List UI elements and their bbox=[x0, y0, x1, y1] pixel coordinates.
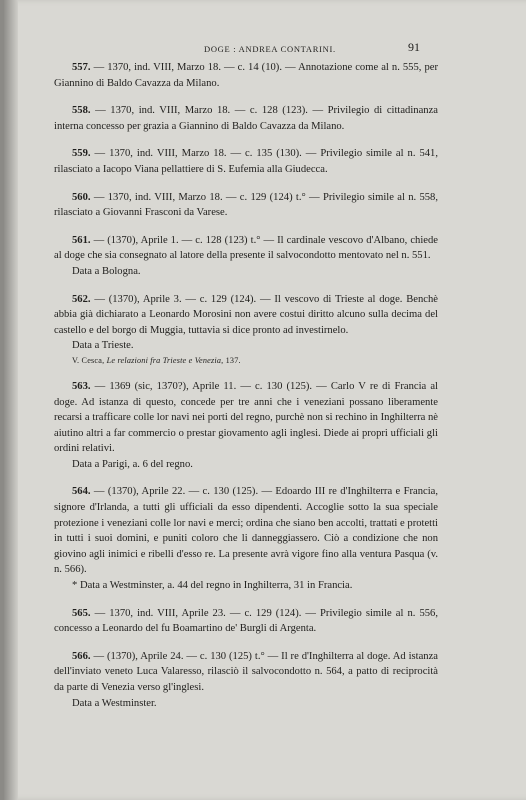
entry-body: — (1370), Aprile 22. — c. 130 (125). — Edoardo III re d'Inghilterra e Francia, signore d'Irlanda, a tutti gli ufficiali da esso dipendenti. Accoglie sotto la sua speciale protezione i veneziani colle lor navi e merci; ordina che siano ben accolti, trattati e protetti in tutti i suoi domini, e puniti coloro che li danneggiassero. Ciò a condizione che non giovino agli inimici e ribelli d'esso re. La presente avrà vigore fino alla ventura Pasqua (v. n. 566). bbox=[54, 486, 438, 576]
entry-text bbox=[54, 103, 438, 134]
entry-number: 564. bbox=[72, 486, 91, 498]
entry-dateline: Data a Westminster. bbox=[72, 697, 157, 709]
entry-body: — 1370, ind. VIII, Aprile 23. — c. 129 (124). — Privilegio simile al n. 556, concesso a Leonardo del fu Boamartino de' Burgli di Argenta. bbox=[54, 607, 438, 635]
entry-text bbox=[54, 190, 438, 221]
page-header bbox=[4, 40, 526, 56]
entry-559 bbox=[54, 146, 438, 177]
entry-text bbox=[54, 60, 438, 91]
note-page: , 137. bbox=[221, 355, 241, 365]
entry-number: 566. bbox=[72, 650, 91, 662]
running-title: DOGE : ANDREA CONTARINI. bbox=[204, 44, 336, 54]
bibliographic-note bbox=[54, 354, 438, 367]
entry-dateline: Data a Bologna. bbox=[72, 265, 141, 277]
entry-number: 558. bbox=[72, 105, 91, 117]
entry-563 bbox=[54, 379, 438, 473]
entry-text bbox=[54, 233, 438, 264]
entry-text bbox=[54, 649, 438, 696]
entry-number: 565. bbox=[72, 607, 91, 619]
entry-560 bbox=[54, 190, 438, 221]
entry-564 bbox=[54, 484, 438, 593]
entry-dateline: Data a Trieste. bbox=[72, 340, 134, 352]
entry-number: 562. bbox=[72, 293, 91, 305]
entry-number: 561. bbox=[72, 234, 91, 246]
entry-566 bbox=[54, 649, 438, 711]
page-content bbox=[54, 60, 438, 723]
entry-dateline: * Data a Westminster, a. 44 del regno in Inghilterra, 31 in Francia. bbox=[72, 580, 353, 592]
page-number: 91 bbox=[408, 40, 420, 54]
entry-number: 557. bbox=[72, 62, 91, 73]
entry-565 bbox=[54, 606, 438, 637]
entry-number: 560. bbox=[72, 191, 91, 203]
entry-body: — (1370), Aprile 1. — c. 128 (123) t.° — Il cardinale vescovo d'Albano, chiede al doge che sia consegnato al latore della presente il salvocondotto mentovato nel n. 551. bbox=[54, 234, 438, 262]
entry-number: 559. bbox=[72, 148, 91, 160]
note-title: Le relazioni fra Trieste e Venezia bbox=[106, 355, 222, 365]
note-author: V. Cesca, bbox=[72, 355, 105, 365]
entry-body: — 1370, ind. VIII, Marzo 18. — c. 129 (124) t.° — Privilegio simile al n. 558, rilasciato a Giovanni Frasconi da Varese. bbox=[54, 191, 438, 219]
entry-557 bbox=[54, 60, 438, 91]
binding-gutter bbox=[4, 0, 18, 800]
entry-561 bbox=[54, 233, 438, 280]
entry-body: — (1370), Aprile 3. — c. 129 (124). — Il vescovo di Trieste al doge. Benchè abbia già dichiarato a Leonardo Morosini non avere costui diritto alcuno sulla decima del castello e del borgo di Muggia, tuttavia si dice pronto ad investirnelo. bbox=[54, 293, 438, 336]
book-page bbox=[4, 0, 526, 800]
entry-body: — 1370, ind. VIII, Marzo 18. — c. 14 (10). — Annotazione come al n. 555, per Giannino di Baldo Cavazza da Milano. bbox=[54, 62, 438, 89]
entry-text bbox=[54, 292, 438, 339]
entry-text bbox=[54, 379, 438, 457]
entry-562 bbox=[54, 292, 438, 367]
entry-number: 563. bbox=[72, 380, 91, 392]
entry-dateline: Data a Parigi, a. 6 del regno. bbox=[72, 458, 193, 470]
entry-body: — 1370, ind. VIII, Marzo 18. — c. 135 (130). — Privilegio simile al n. 541, rilasciato a Iacopo Viana pellattiere di S. Eufemia alla Giudecca. bbox=[54, 148, 438, 175]
entry-body: — 1369 (sic, 1370?), Aprile 11. — c. 130 (125). — Carlo V re di Francia al doge. Ad istanza di questo, concede per tre anni che i veneziani possano liberamente recarsi a trafficare colle lor navi nei porti del regno, purchè non si rechino in Inghilterra nè aiutino altri a far commercio o prestar giovamento agli inglesi. Diede ai propri ufficiali gli ordini relativi. bbox=[54, 380, 439, 455]
entry-body: — 1370, ind. VIII, Marzo 18. — c. 128 (123). — Privilegio di cittadinanza interna concesso per grazia a Giannino di Baldo Cavazza da Milano. bbox=[54, 105, 438, 132]
entry-body: — (1370), Aprile 24. — c. 130 (125) t.° — Il re d'Inghilterra al doge. Ad istanza dell'inviato veneto Luca Valaresso, rilasciò il salvocondotto n. 564, a patto di reciprocità da parte di Venezia verso gl'inglesi. bbox=[54, 650, 438, 693]
entry-558 bbox=[54, 103, 438, 134]
entry-text bbox=[54, 484, 438, 578]
entry-text bbox=[54, 606, 438, 637]
entry-text bbox=[54, 146, 438, 177]
